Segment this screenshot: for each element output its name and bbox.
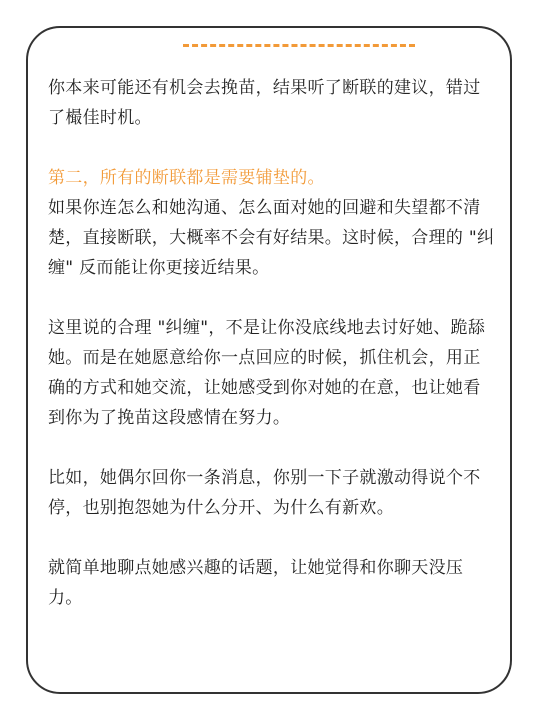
paragraph-3: 这里说的合理 "纠缠"，不是让你没底线地去讨好她、跪舔她。而是在她愿意给你一点回应的时候，抓住机会，用正确的方式和她交流，让她感受到你对她的在意，也让她看到你为了挽苗这段感情在努力。 [48, 318, 486, 428]
content-card [26, 26, 512, 694]
paragraph-2-body: 如果你连怎么和她沟通、怎么面对她的回避和失望都不清楚，直接断联，大概率不会有好结果。这时候，合理的 "纠缠" 反而能让你更接近结果。 [48, 198, 495, 278]
section-heading: 第二，所有的断联都是需要铺垫的。 [48, 168, 325, 188]
paragraph-1: 你本来可能还有机会去挽苗，结果听了断联的建议，错过了樶佳时机。 [48, 78, 481, 128]
decorative-dashed-line [183, 44, 415, 47]
paragraph-4: 比如，她偶尔回你一条消息，你别一下子就激动得说个不停，也别抱怨她为什么分开、为什么有新欢。 [48, 468, 481, 518]
paragraph-5: 就简单地聊点她感兴趣的话题，让她觉得和你聊天没压力。 [48, 558, 464, 608]
paragraph-2 [48, 163, 496, 283]
article-body [48, 73, 496, 613]
